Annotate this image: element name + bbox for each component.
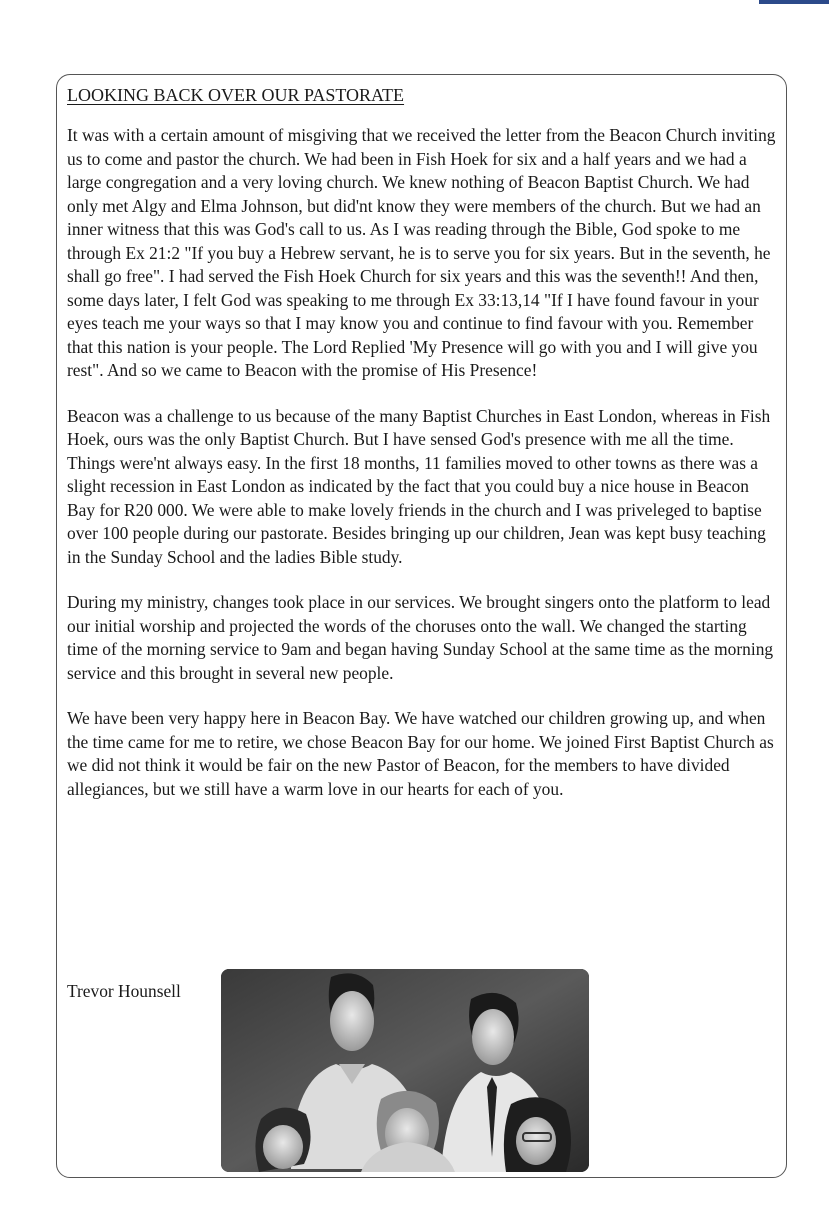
article-body [67, 84, 779, 823]
family-photo [221, 969, 589, 1172]
article-title: LOOKING BACK OVER OUR PASTORATE [67, 85, 405, 105]
author-signature: Trevor Hounsell [67, 981, 181, 1001]
scan-edge-mark [759, 0, 829, 4]
signature-row [67, 980, 181, 1003]
paragraph-2: Beacon was a challenge to us because of the many Baptist Churches in East London, whereas in Fish Hoek, ours was the only Baptist Church. But I have sensed God's presence with me all the time. Things were'nt always easy. In the first 18 months, 11 families moved to other towns as there was a slight recession in East London as indicated by the fact that you could buy a nice house in Beacon Bay for R20 000. We were able to make lovely friends in the church and I was priveleged to baptise over 100 people during our pastorate. Besides bringing up our children, Jean was kept busy teaching in the Sunday School and the ladies Bible study. [67, 405, 771, 567]
paragraph-4: We have been very happy here in Beacon Bay. We have watched our children growing up, and when the time came for me to retire, we chose Beacon Bay for our home. We joined First Baptist Church as we did not think it would be fair on the new Pastor of Beacon, for the members to have divided allegiances, but we still have a warm love in our hearts for each of you. [67, 708, 774, 799]
paragraph-1: It was with a certain amount of misgiving that we received the letter from the Beacon Church inviting us to come and pastor the church. We had been in Fish Hoek for six and a half years and we had a large congregation and a very loving church. We knew nothing of Beacon Baptist Church. We had only met Algy and Elma Johnson, but did'nt know they were members of the church. But we had an inner witness that this was God's call to us. As I was reading through the Bible, God spoke to me through Ex 21:2 "If you buy a Hebrew servant, he is to serve you for six years. But in the seventh, he shall go free". I had served the Fish Hoek Church for six years and this was the seventh!! And then, some days later, I felt God was speaking to me through Ex 33:13,14 "If I have found favour in your eyes teach me your ways so that I may know you and continue to find favour with you. Remember that this nation is your people. The Lord Replied 'My Presence will go with you and I will give you rest". And so we came to Beacon with the promise of His Presence! [67, 125, 776, 380]
paragraph-3: During my ministry, changes took place in our services. We brought singers onto the platform to lead our initial worship and projected the words of the choruses onto the wall. We changed the starting time of the morning service to 9am and began having Sunday School at the same time as the morning service and this brought in several new people. [67, 592, 774, 683]
